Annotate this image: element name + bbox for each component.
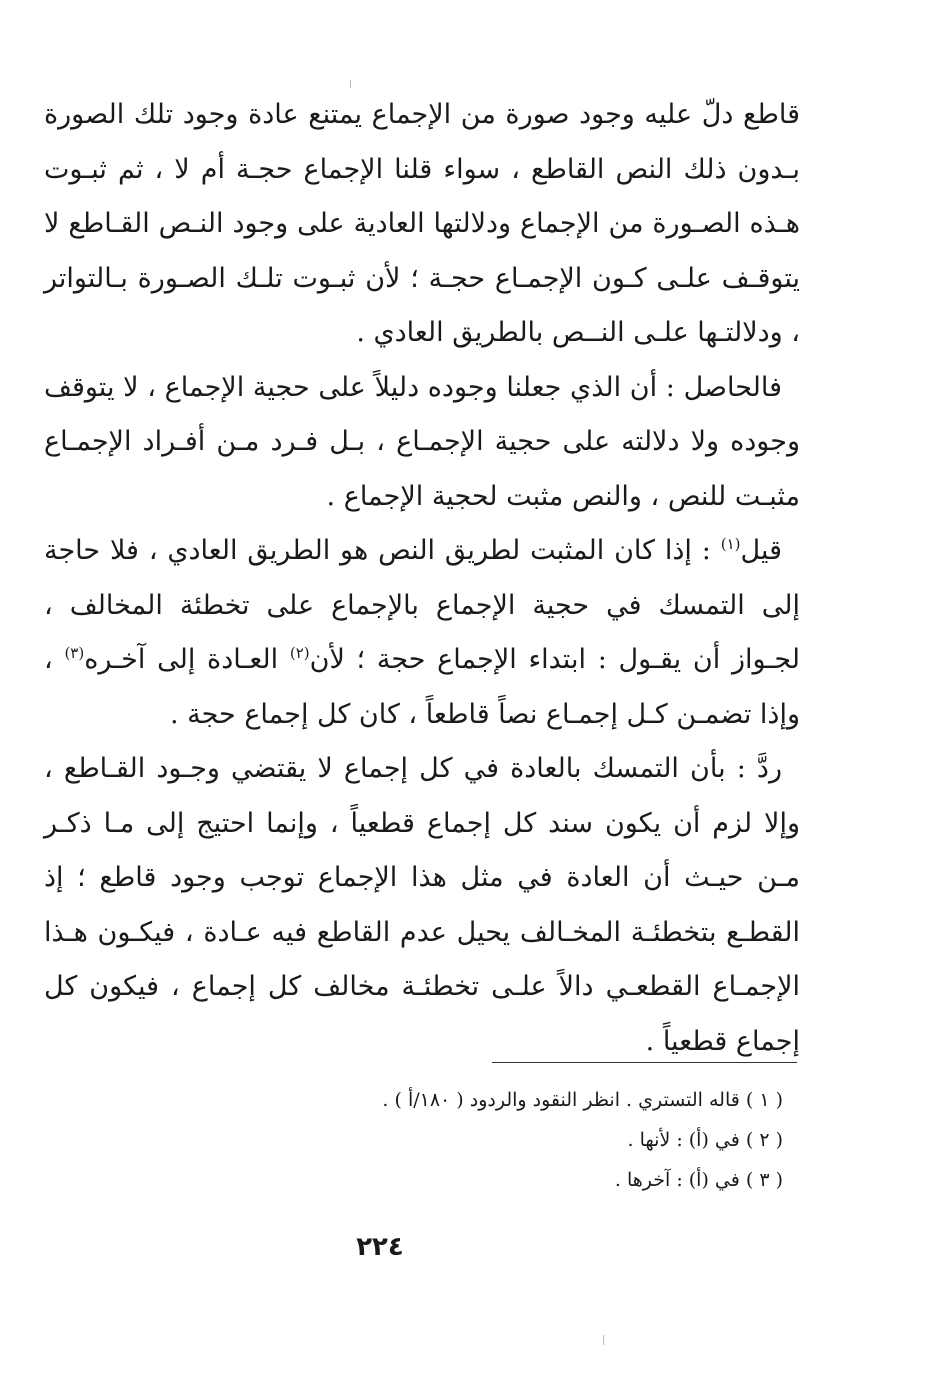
footnote-3: ( ٣ ) في (أ) : آخرها . (614, 1169, 783, 1191)
scan-mark-top (350, 80, 351, 88)
footnote-ref-1: (١) (720, 535, 741, 553)
paragraph-3-text-a: قيل (740, 535, 782, 566)
footnote-ref-3: (٣) (64, 644, 85, 662)
paragraph-3-text-b: : إذا كان المثبت لطريق النص هو الطريق العادي ، فلا حاجة إلى التمسك في حجية الإجماع بالإجماع على تخطئة المخالف ، لجـواز أن يقـول : ابتداء الإجماع حجة ؛ لأن (44, 535, 800, 675)
footnotes (263, 1080, 783, 1200)
paragraph-1: قاطع دلّ عليه وجود صورة من الإجماع يمتنع عادة وجود تلك الصورة بـدون ذلك النص القاطع ، سواء قلنا الإجماع حجـة أم لا ، ثم ثبـوت هـذه الصـورة من الإجماع ودلالتها العادية على وجود النـص القـاطع لا يتوقـف علـى كـون الإجمـاع حجـة ؛ لأن ثبـوت تلـك الصـورة بـالتواتر ، ودلالتـها علـى النــص بالطريق العادي . (44, 99, 800, 348)
paragraph-2: فالحاصل : أن الذي جعلنا وجوده دليلاً على حجية الإجماع ، لا يتوقف وجوده ولا دلالته على حجية الإجمـاع ، بـل فـرد مـن أفـراد الإجمـاع مثبـت للنص ، والنص مثبت لحجية الإجماع . (44, 371, 800, 512)
footnote-ref-2: (٢) (289, 644, 310, 662)
paragraph-3-text-c: العـادة إلى آخـره (84, 644, 290, 675)
paragraph-4: ردَّ : بأن التمسك بالعادة في كل إجماع لا يقتضي وجـود القـاطع ، وإلا لزم أن يكون سند كل إجماع قطعياً ، وإنما احتيج إلى مـا ذكـر مـن حيـث أن العادة في مثل هذا الإجماع توجب وجود قاطع ؛ إذ القطـع بتخطئـة المخـالف يحيل عدم القاطع فيه عـادة ، فيكـون هـذا الإجمـاع القطعـي دالاً علـى تخطئـة مخالف كل إجماع ، فيكون كل إجماع قطعياً . (44, 753, 800, 1057)
footnote-divider (492, 1062, 797, 1063)
footnote-2: ( ٢ ) في (أ) : لأنها . (627, 1129, 783, 1151)
paragraph-3 (44, 524, 800, 742)
page-number: ٢٢٤ (356, 1232, 404, 1262)
scan-mark-bottom (603, 1335, 604, 1345)
paragraph-3-text-d: ، وإذا تضمـن كـل إجمـاع نصاً قاطعاً ، كان كل إجماع حجة . (44, 644, 800, 730)
footnote-1: ( ١ ) قاله التستري . انظر النقود والردود ( ١٨٠/أ ) . (382, 1089, 783, 1111)
page-body (44, 88, 800, 1069)
